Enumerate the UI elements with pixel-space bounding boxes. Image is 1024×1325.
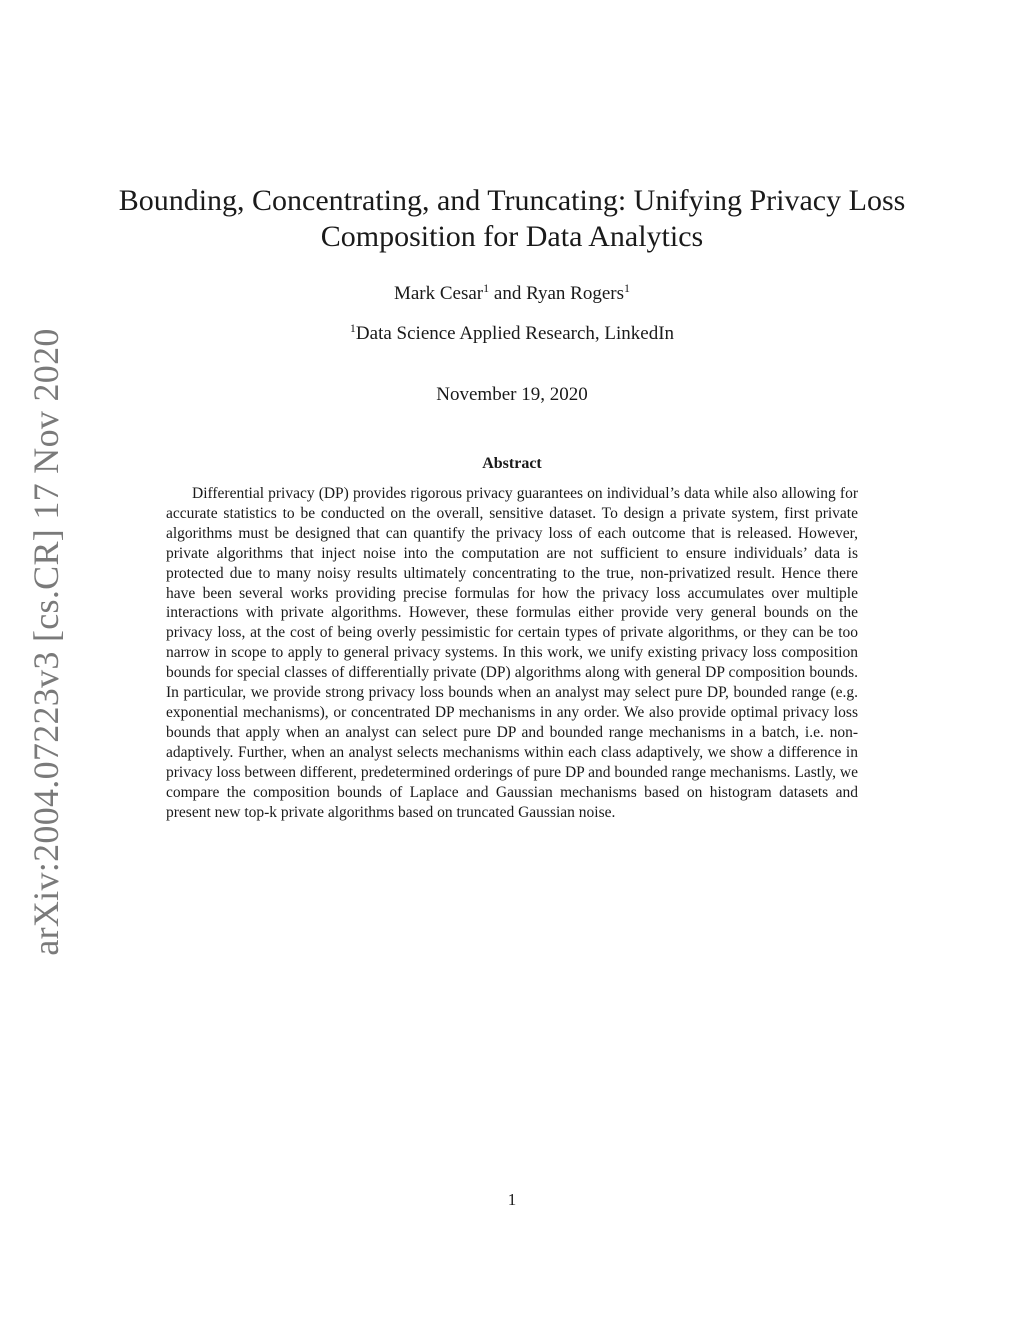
- abstract-heading: Abstract: [482, 455, 542, 472]
- arxiv-identifier-stamp[interactable]: arXiv:2004.07223v3 [cs.CR] 17 Nov 2020: [26, 328, 66, 956]
- author-affiliation-mark: 1: [483, 281, 490, 295]
- author-list: [0, 283, 1024, 305]
- page-number: 1: [507, 1190, 517, 1209]
- affiliation-text: Data Science Applied Research, LinkedIn: [355, 323, 675, 344]
- title-line-1: Bounding, Concentrating, and Truncating: Unifying Privacy Loss: [118, 184, 906, 217]
- affiliation: [0, 323, 1024, 345]
- author-name: Ryan Rogers: [526, 283, 625, 304]
- title-line-2: Composition for Data Analytics: [320, 220, 704, 253]
- paper-title: [100, 183, 924, 255]
- author-conjunction: and: [489, 283, 527, 304]
- abstract-text: Differential privacy (DP) provides rigorous privacy guarantees on individual’s data while also allowing for accurate statistics to be conducted on the overall, sensitive dataset. To design a private system, first private algorithms must be designed that can quantify the privacy loss of each outcome that is released. However, private algorithms that inject noise into the computation are not sufficient to ensure individuals’ data is protected due to many noisy results ultimately concentrating to the true, non-privatized result. Hence there have been several works providing precise formulas for how the privacy loss accumulates over multiple interactions with private algorithms. However, these formulas either provide very general bounds on the privacy loss, at the cost of being overly pessimistic for certain types of private algorithms, or they can be too narrow in scope to apply to general privacy systems. In this work, we unify existing privacy loss composition bounds for special classes of differentially private (DP) algorithms along with general DP composition bounds. In particular, we provide strong privacy loss bounds when an analyst may select pure DP, bounded range (e.g. exponential mechanisms), or concentrated DP mechanisms in any order. We also provide optimal privacy loss bounds that apply when an analyst can select pure DP and bounded range mechanisms in a batch, i.e. non-adaptively. Further, when an analyst selects mechanisms within each class adaptively, we show a difference in privacy loss between different, predetermined orderings of pure DP and bounded range mechanisms. Lastly, we compare the composition bounds of Laplace and Gaussian mechanisms based on histogram datasets and present new top-k private algorithms based on truncated Gaussian noise.: [166, 485, 858, 821]
- author-name: Mark Cesar: [393, 283, 484, 304]
- author-affiliation-mark: 1: [624, 281, 631, 295]
- publication-date: November 19, 2020: [436, 384, 588, 405]
- affiliation-mark: 1: [349, 321, 356, 335]
